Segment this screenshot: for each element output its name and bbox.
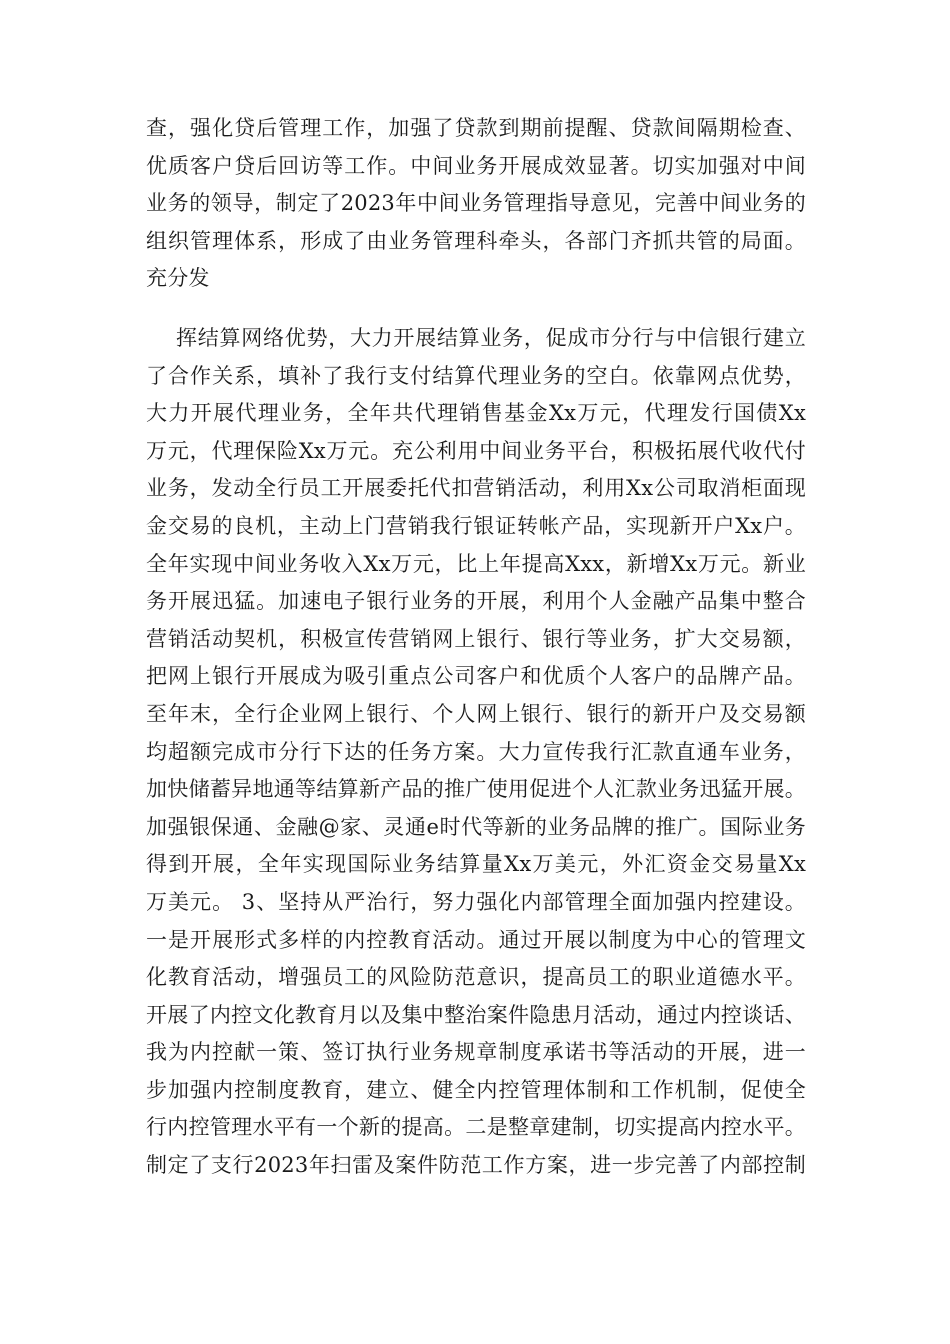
text-line: 金交易的良机，主动上门营销我行银证转帐产品，实现新开户Xx户。 bbox=[146, 513, 806, 538]
text-line: 均超额完成市分行下达的任务方案。大力宣传我行汇款直通车业务， bbox=[146, 739, 806, 764]
text-line: 行内控管理水平有一个新的提高。二是整章建制，切实提高内控水平。 bbox=[146, 1115, 806, 1140]
text-line: 组织管理体系，形成了由业务管理科牵头，各部门齐抓共管的局面。 bbox=[146, 228, 806, 253]
text-line: 业务，发动全行员工开展委托代扣营销活动，利用Xx公司取消柜面现 bbox=[146, 476, 806, 501]
text-line: 一是开展形式多样的内控教育活动。通过开展以制度为中心的管理文 bbox=[146, 927, 806, 952]
text-line: 把网上银行开展成为吸引重点公司客户和优质个人客户的品牌产品。 bbox=[146, 664, 806, 689]
text-line: 全年实现中间业务收入Xx万元，比上年提高Xxx，新增Xx万元。新业 bbox=[146, 551, 806, 576]
text-line: 挥结算网络优势，大力开展结算业务，促成市分行与中信银行建立 bbox=[176, 326, 806, 350]
text-line: 万元，代理保险Xx万元。充公利用中间业务平台，积极拓展代收代付 bbox=[146, 438, 806, 463]
text-line: 务开展迅猛。加速电子银行业务的开展，利用个人金融产品集中整合 bbox=[146, 589, 806, 614]
text-line: 加强银保通、金融@家、灵通e时代等新的业务品牌的推广。国际业务 bbox=[146, 814, 806, 839]
text-line: 我为内控献一策、签订执行业务规章制度承诺书等活动的开展，进一 bbox=[146, 1040, 806, 1065]
text-line: 充分发 bbox=[146, 266, 210, 291]
text-line: 优质客户贷后回访等工作。中间业务开展成效显著。切实加强对中间 bbox=[146, 153, 806, 178]
paragraph-2 bbox=[146, 320, 806, 1185]
text-line: 得到开展，全年实现国际业务结算量Xx万美元，外汇资金交易量Xx bbox=[146, 852, 806, 877]
text-line: 了合作关系，填补了我行支付结算代理业务的空白。依靠网点优势， bbox=[146, 363, 806, 388]
text-line: 步加强内控制度教育，建立、健全内控管理体制和工作机制，促使全 bbox=[146, 1077, 806, 1102]
text-line: 查，强化贷后管理工作，加强了贷款到期前提醒、贷款间隔期检查、 bbox=[146, 116, 806, 140]
text-line: 制定了支行2023年扫雷及案件防范工作方案，进一步完善了内部控制 bbox=[146, 1153, 806, 1178]
text-line: 万美元。 3、坚持从严治行，努力强化内部管理全面加强内控建设。 bbox=[146, 889, 806, 914]
text-line: 营销活动契机，积极宣传营销网上银行、银行等业务，扩大交易额， bbox=[146, 626, 806, 651]
text-line: 至年末，全行企业网上银行、个人网上银行、银行的新开户及交易额 bbox=[146, 701, 806, 726]
paragraph-1 bbox=[146, 110, 806, 298]
text-line: 大力开展代理业务，全年共代理销售基金Xx万元，代理发行国债Xx bbox=[146, 401, 806, 426]
text-line: 加快储蓄异地通等结算新产品的推广使用促进个人汇款业务迅猛开展。 bbox=[146, 777, 806, 802]
text-line: 开展了内控文化教育月以及集中整治案件隐患月活动，通过内控谈话、 bbox=[146, 1002, 806, 1027]
text-line: 化教育活动，增强员工的风险防范意识，提高员工的职业道德水平。 bbox=[146, 965, 806, 990]
text-line: 业务的领导，制定了2023年中间业务管理指导意见，完善中间业务的 bbox=[146, 191, 806, 216]
